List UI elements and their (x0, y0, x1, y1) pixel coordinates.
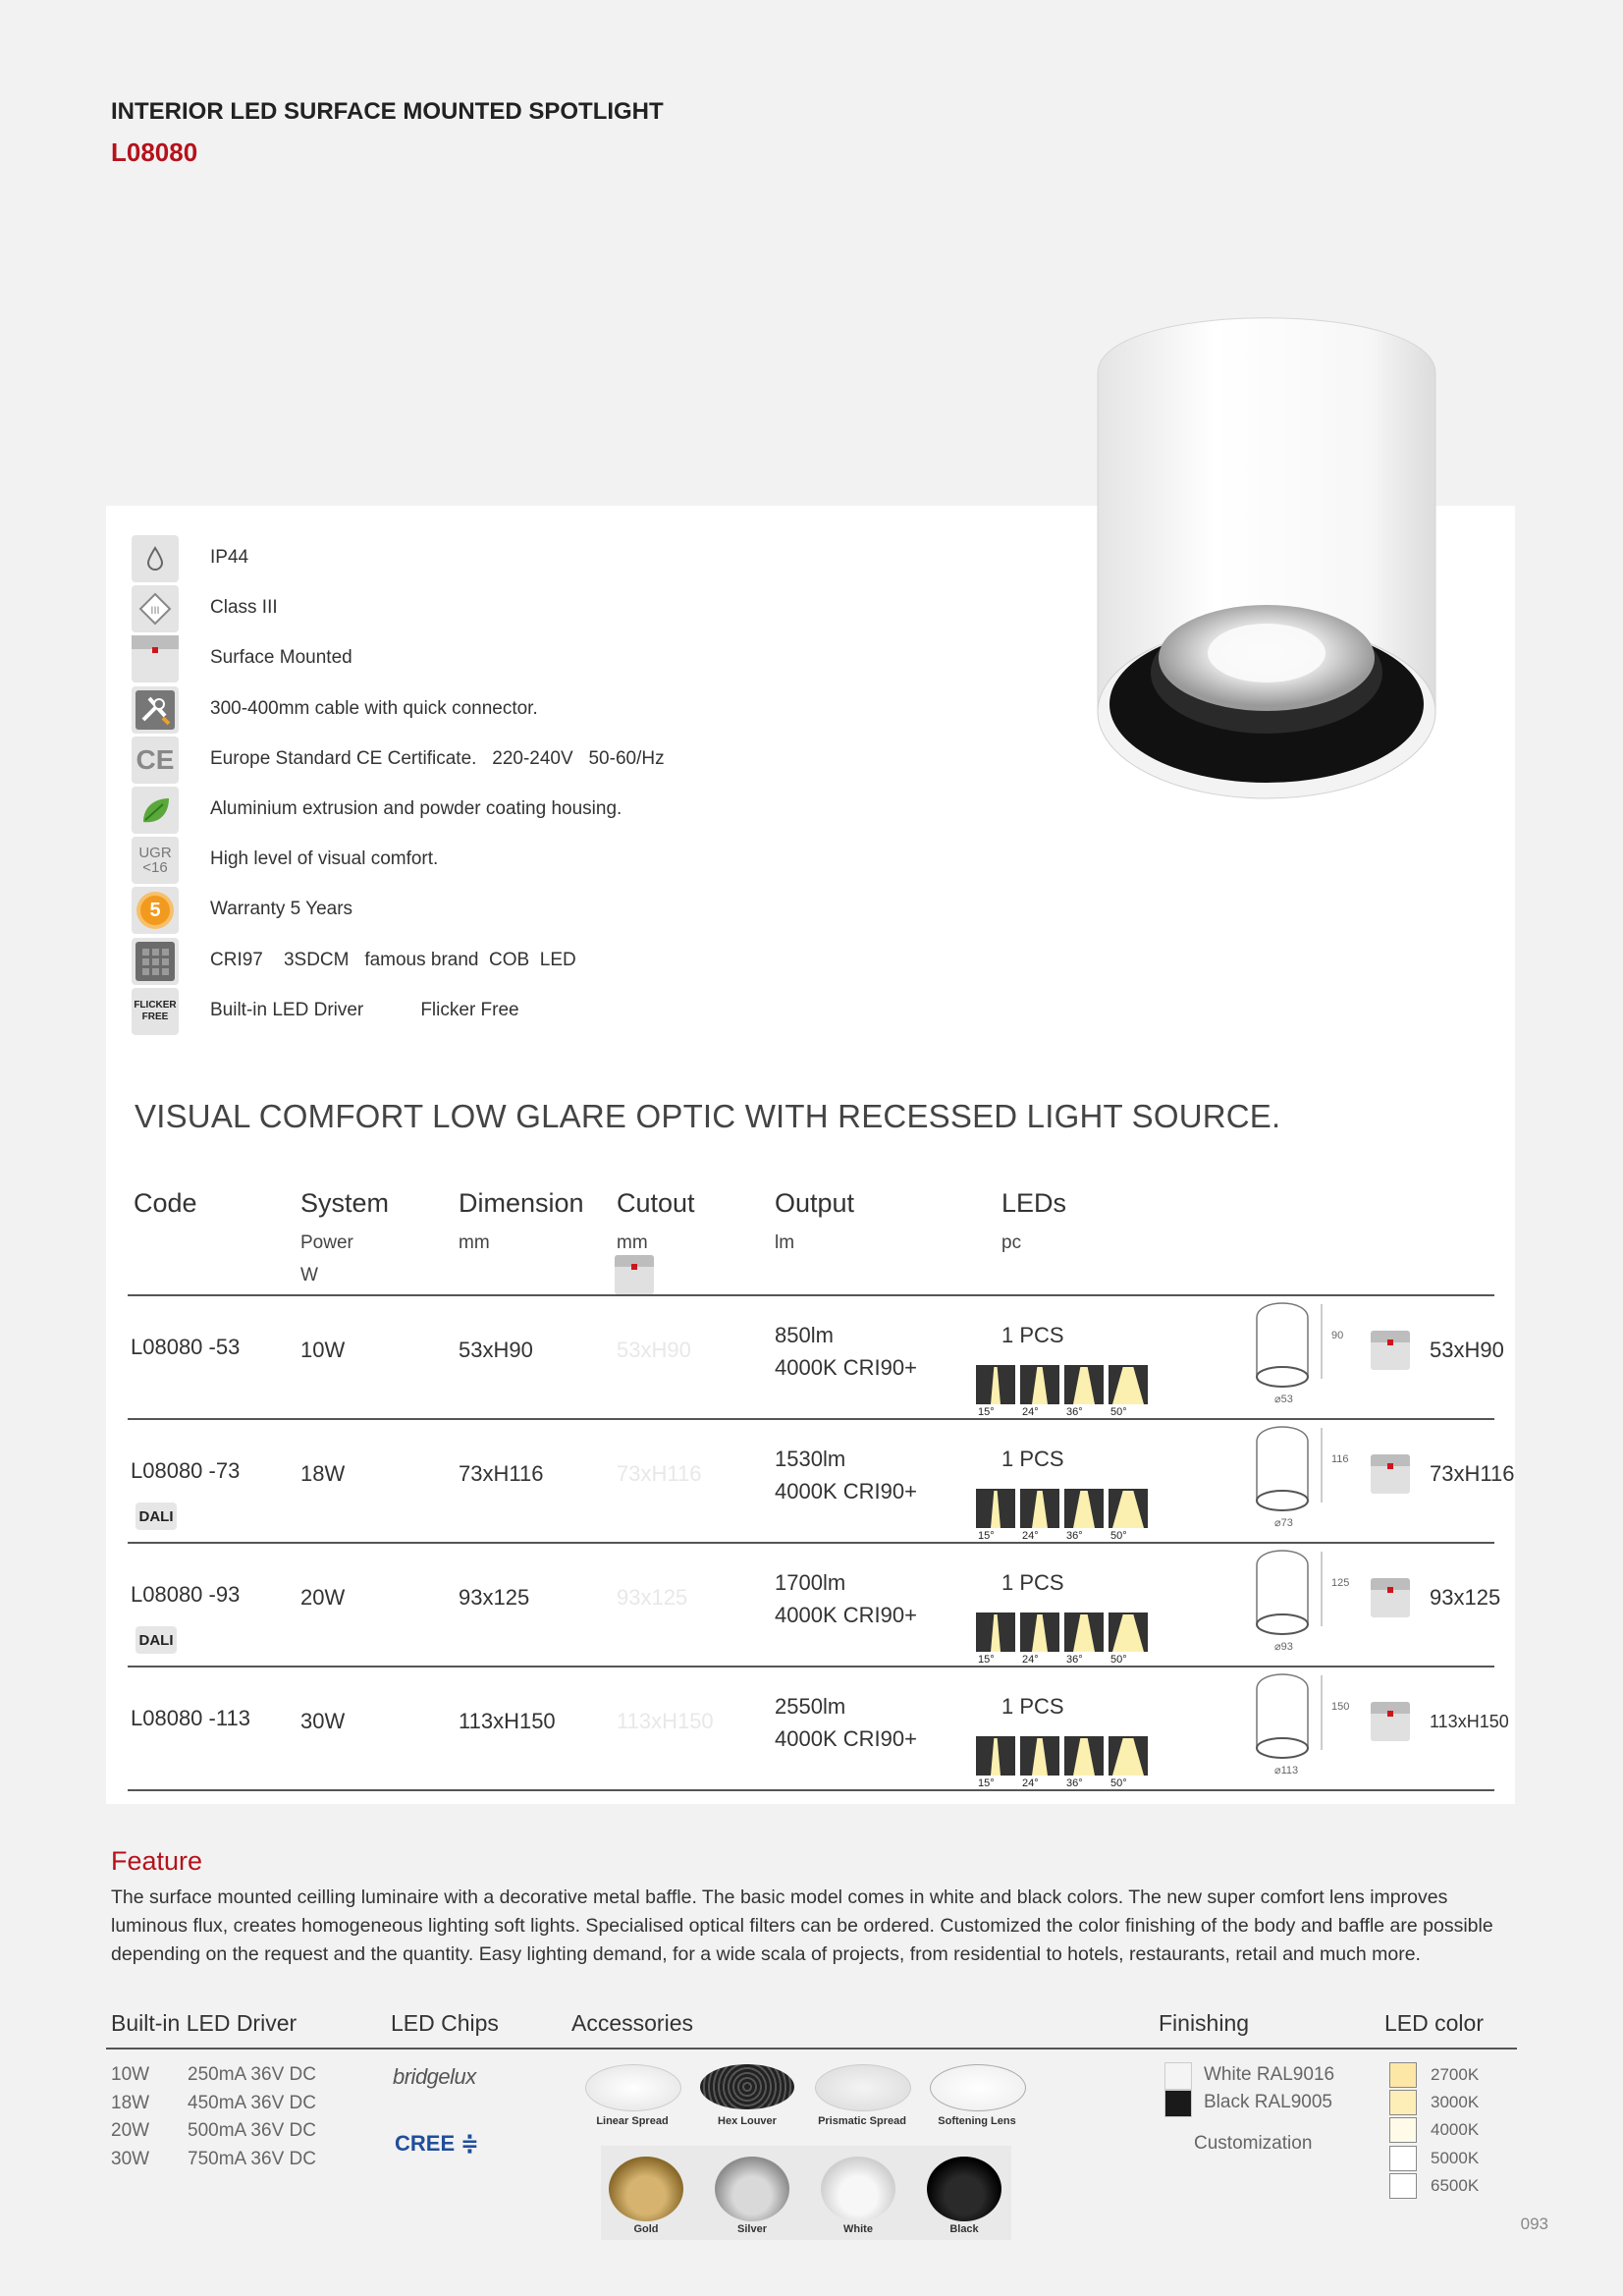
leaf-icon (132, 787, 179, 834)
row-size: 73xH116 (1430, 1461, 1515, 1486)
section-led-color: LED color (1384, 2010, 1484, 2036)
lamp-diameter-label: ⌀113 (1274, 1765, 1299, 1777)
th-output: Output (775, 1188, 855, 1218)
baffle-0-image (609, 2157, 683, 2221)
beam-icon (976, 1613, 1015, 1652)
row-rule (128, 1418, 1494, 1420)
beam-icon (976, 1736, 1015, 1776)
row-cutout: 113xH150 (617, 1709, 714, 1733)
row-lumen: 2550lm (775, 1694, 846, 1719)
customization-label: Customization (1194, 2133, 1313, 2154)
feature-text: CRI97 3SDCM famous brand COB LED (210, 949, 576, 970)
feature-text: Aluminium extrusion and powder coating housing. (210, 798, 622, 819)
feature-text: 300-400mm cable with quick connector. (210, 697, 538, 719)
baffle-3-image (927, 2157, 1001, 2221)
ce-mark-text: CE (135, 743, 175, 775)
row-leds: 1 PCS (1001, 1323, 1064, 1347)
beam-angle-label: 15° (978, 1530, 995, 1542)
beam-icon (1109, 1613, 1148, 1652)
row-code: L08080 -113 (131, 1706, 250, 1730)
driver-spec: 450mA 36V DC (188, 2092, 316, 2113)
ugr-text: UGR (138, 845, 172, 862)
row-dimension: 73xH116 (459, 1461, 544, 1486)
dali-badge: DALI (135, 1503, 177, 1530)
surface-mount-icon (1371, 1454, 1410, 1494)
feature-text: High level of visual comfort. (210, 848, 439, 870)
lamp-diameter-label: ⌀73 (1274, 1517, 1293, 1529)
cob-chip-icon (132, 938, 179, 985)
led-color-swatch (1389, 2090, 1417, 2115)
beam-icon (1020, 1489, 1059, 1528)
lamp-dimension-drawing (1249, 1546, 1350, 1654)
page-number: 093 (1520, 2214, 1548, 2233)
feature-text: The surface mounted ceilling luminaire with a decorative metal baffle. The basic model comes in white and black colors. The new super comfort lens improves luminous flux, creates homogeneous lighting soft lights. Specialised optical filters can be ordered. Customized the color finishing of the body and baffle are possible depending on the request and the quantity. Easy lighting demand, for a wide scala of projects, from residential to hotels, restaurants, retail and much more. (111, 1886, 1493, 1965)
feature-item (132, 635, 819, 683)
beam-icon (1064, 1736, 1104, 1776)
sub-power: Power (300, 1232, 353, 1253)
row-dimension: 113xH150 (459, 1709, 556, 1733)
feature-text: Surface Mounted (210, 647, 352, 669)
feature-item (132, 887, 819, 934)
feature-item (132, 585, 819, 632)
table-header-rule (128, 1294, 1494, 1296)
row-leds: 1 PCS (1001, 1447, 1064, 1471)
baffle-1-image (715, 2157, 789, 2221)
lamp-diameter-label: ⌀93 (1274, 1641, 1293, 1653)
driver-watt: 18W (111, 2092, 150, 2113)
beam-cone (1020, 1489, 1059, 1528)
led-color-swatch (1389, 2173, 1417, 2199)
beam-cone (1109, 1489, 1148, 1528)
beam-cone (976, 1365, 1015, 1404)
flicker-free-icon (132, 988, 179, 1035)
beam-angle-label: 36° (1066, 1654, 1083, 1666)
ugr-icon (132, 837, 179, 884)
feature-item (132, 686, 819, 734)
row-size: 53xH90 (1430, 1338, 1504, 1362)
th-cutout: Cutout (617, 1188, 695, 1218)
sub-output-unit: lm (775, 1232, 795, 1253)
page-title: INTERIOR LED SURFACE MOUNTED SPOTLIGHT (111, 98, 664, 125)
beam-icon (1109, 1736, 1148, 1776)
beam-cone (976, 1489, 1015, 1528)
beam-icon (1064, 1613, 1104, 1652)
dali-badge: DALI (135, 1626, 177, 1654)
beam-angle-icons (976, 1489, 1148, 1528)
led-color-name: 6500K (1431, 2175, 1480, 2195)
lens-1-image (700, 2064, 794, 2109)
driver-spec: 500mA 36V DC (188, 2120, 316, 2141)
row-code: L08080 -93 (131, 1582, 241, 1607)
section-finishing: Finishing (1159, 2010, 1250, 2036)
class-iii-icon (132, 585, 179, 632)
beam-angle-icons (976, 1365, 1148, 1404)
beam-icon (976, 1489, 1015, 1528)
beam-angle-label: 50° (1110, 1777, 1127, 1789)
beam-angle-label: 50° (1110, 1530, 1127, 1542)
beam-cone (1064, 1613, 1104, 1652)
beam-cone (1109, 1736, 1148, 1776)
beam-icon (1064, 1489, 1104, 1528)
surface-mount-icon (1371, 1702, 1410, 1741)
headline: VISUAL COMFORT LOW GLARE OPTIC WITH RECESSED LIGHT SOURCE. (135, 1098, 1281, 1134)
cutout-icon (615, 1255, 654, 1294)
warranty-badge: 5 (140, 896, 170, 925)
ugr-value-text: <16 (142, 859, 168, 877)
led-color-name: 5000K (1431, 2148, 1480, 2167)
feature-text: IP44 (210, 547, 249, 568)
driver-watt: 10W (111, 2064, 150, 2085)
free-text: FREE (141, 1011, 169, 1022)
beam-angle-label: 50° (1110, 1406, 1127, 1418)
row-cct: 4000K CRI90+ (775, 1479, 917, 1503)
row-dimension: 53xH90 (459, 1338, 533, 1362)
row-power: 30W (300, 1709, 346, 1733)
row-leds: 1 PCS (1001, 1694, 1064, 1719)
wrench-icon (132, 686, 179, 734)
led-color-name: 3000K (1431, 2093, 1480, 2112)
row-cutout: 73xH116 (617, 1461, 702, 1486)
baffle-label: Silver (737, 2223, 767, 2235)
beam-cone (1109, 1613, 1148, 1652)
feature-item (132, 535, 819, 582)
warranty-5-icon (132, 887, 179, 934)
water-drop-icon (132, 535, 179, 582)
feature-item (132, 938, 819, 985)
lamp-diameter-label: ⌀53 (1274, 1394, 1293, 1405)
row-cutout: 53xH90 (617, 1338, 691, 1362)
row-rule (128, 1789, 1494, 1791)
beam-cone (1064, 1489, 1104, 1528)
row-code: L08080 -53 (131, 1335, 241, 1359)
row-size: 93x125 (1430, 1585, 1501, 1610)
feature-text: Europe Standard CE Certificate. 220-240V 50-60/Hz (210, 747, 665, 769)
beam-icon (976, 1365, 1015, 1404)
lamp-height-label: 150 (1331, 1701, 1350, 1713)
row-rule (128, 1542, 1494, 1544)
lens-3-image (930, 2064, 1026, 2111)
beam-angle-label: 15° (978, 1654, 995, 1666)
led-color-swatch (1389, 2117, 1417, 2143)
sub-leds-unit: pc (1001, 1232, 1022, 1253)
beam-cone (1020, 1613, 1059, 1652)
finish-swatch (1164, 2062, 1192, 2090)
row-dimension: 93x125 (459, 1585, 530, 1610)
lamp-height-label: 116 (1331, 1453, 1349, 1465)
th-leds: LEDs (1001, 1188, 1067, 1218)
feature-item (132, 988, 819, 1035)
beam-icon (1020, 1365, 1059, 1404)
section-chips: LED Chips (391, 2010, 499, 2036)
beam-angle-label: 15° (978, 1777, 995, 1789)
beam-angle-label: 24° (1022, 1530, 1039, 1542)
beam-angle-label: 24° (1022, 1777, 1039, 1789)
lamp-dimension-drawing (1249, 1669, 1350, 1777)
beam-angle-label: 24° (1022, 1654, 1039, 1666)
th-dimension: Dimension (459, 1188, 584, 1218)
beam-angle-icons (976, 1613, 1148, 1652)
driver-spec: 250mA 36V DC (188, 2064, 316, 2085)
row-cct: 4000K CRI90+ (775, 1355, 917, 1380)
row-code: L08080 -73 (131, 1458, 241, 1483)
lamp-dimension-drawing (1249, 1422, 1347, 1530)
svg-text:III: III (150, 605, 160, 618)
finish-name: Black RAL9005 (1204, 2092, 1332, 2112)
feature-item (132, 837, 819, 884)
lens-label: Softening Lens (938, 2115, 1016, 2127)
surface-mounted-icon (132, 635, 179, 683)
led-color-swatch (1389, 2146, 1417, 2171)
driver-watt: 20W (111, 2120, 150, 2141)
lens-label: Hex Louver (718, 2115, 777, 2127)
row-lumen: 1700lm (775, 1570, 846, 1595)
feature-text: Warranty 5 Years (210, 899, 353, 920)
finish-name: White RAL9016 (1204, 2064, 1335, 2085)
beam-cone (1064, 1736, 1104, 1776)
beam-cone (976, 1613, 1015, 1652)
driver-spec: 750mA 36V DC (188, 2148, 316, 2169)
lens-label: Prismatic Spread (818, 2115, 906, 2127)
beam-icon (1020, 1613, 1059, 1652)
beam-cone (1020, 1736, 1059, 1776)
lens-label: Linear Spread (596, 2115, 669, 2127)
feature-item (132, 787, 819, 834)
beam-icon (1020, 1736, 1059, 1776)
beam-angle-label: 36° (1066, 1530, 1083, 1542)
th-system: System (300, 1188, 390, 1218)
row-cutout: 93x125 (617, 1585, 688, 1610)
row-leds: 1 PCS (1001, 1570, 1064, 1595)
flicker-text: FLICKER (134, 999, 177, 1011)
baffle-label: Black (949, 2223, 979, 2235)
section-driver: Built-in LED Driver (111, 2010, 298, 2036)
sub-power-unit: W (300, 1265, 318, 1285)
section-rule (106, 2048, 1517, 2050)
feature-heading: Feature (111, 1846, 203, 1876)
row-lumen: 1530lm (775, 1447, 846, 1471)
led-color-swatch (1389, 2062, 1417, 2088)
beam-angle-icons (976, 1736, 1148, 1776)
surface-mount-icon (1371, 1578, 1410, 1617)
lens-0-image (585, 2064, 681, 2111)
row-cct: 4000K CRI90+ (775, 1726, 917, 1751)
beam-icon (1109, 1489, 1148, 1528)
beam-angle-label: 36° (1066, 1406, 1083, 1418)
driver-watt: 30W (111, 2148, 150, 2169)
beam-angle-label: 50° (1110, 1654, 1127, 1666)
led-color-name: 2700K (1431, 2065, 1480, 2084)
row-power: 10W (300, 1338, 346, 1362)
feature-text: Class III (210, 597, 278, 619)
finish-swatch (1164, 2090, 1192, 2117)
section-accessories: Accessories (571, 2010, 693, 2036)
beam-icon (1109, 1365, 1148, 1404)
bridgelux-logo: bridgelux (393, 2064, 476, 2089)
th-code: Code (134, 1188, 197, 1218)
ce-mark-icon (132, 737, 179, 784)
feature-text: Built-in LED Driver Flicker Free (210, 999, 519, 1020)
row-lumen: 850lm (775, 1323, 834, 1347)
lamp-height-label: 90 (1331, 1330, 1344, 1341)
lamp-dimension-drawing (1249, 1298, 1347, 1406)
beam-cone (1109, 1365, 1148, 1404)
feature-item (132, 737, 819, 784)
beam-angle-label: 36° (1066, 1777, 1083, 1789)
sub-cutout-unit: mm (617, 1232, 648, 1253)
sub-dimension-unit: mm (459, 1232, 490, 1253)
product-code: L08080 (111, 137, 198, 167)
row-rule (128, 1666, 1494, 1667)
row-size: 113xH150 (1430, 1712, 1509, 1731)
product-image (1090, 280, 1443, 800)
beam-angle-label: 15° (978, 1406, 995, 1418)
beam-angle-label: 24° (1022, 1406, 1039, 1418)
beam-cone (1064, 1365, 1104, 1404)
lamp-height-label: 125 (1331, 1577, 1350, 1589)
beam-icon (1064, 1365, 1104, 1404)
led-color-name: 4000K (1431, 2120, 1480, 2140)
baffle-2-image (821, 2157, 895, 2221)
row-cct: 4000K CRI90+ (775, 1603, 917, 1627)
baffle-label: Gold (633, 2223, 659, 2235)
surface-mount-icon (1371, 1331, 1410, 1370)
row-power: 20W (300, 1585, 346, 1610)
beam-cone (976, 1736, 1015, 1776)
cree-logo: CREE ≑ (395, 2131, 479, 2156)
lens-2-image (815, 2064, 911, 2111)
row-power: 18W (300, 1461, 346, 1486)
beam-cone (1020, 1365, 1059, 1404)
baffle-label: White (843, 2223, 873, 2235)
